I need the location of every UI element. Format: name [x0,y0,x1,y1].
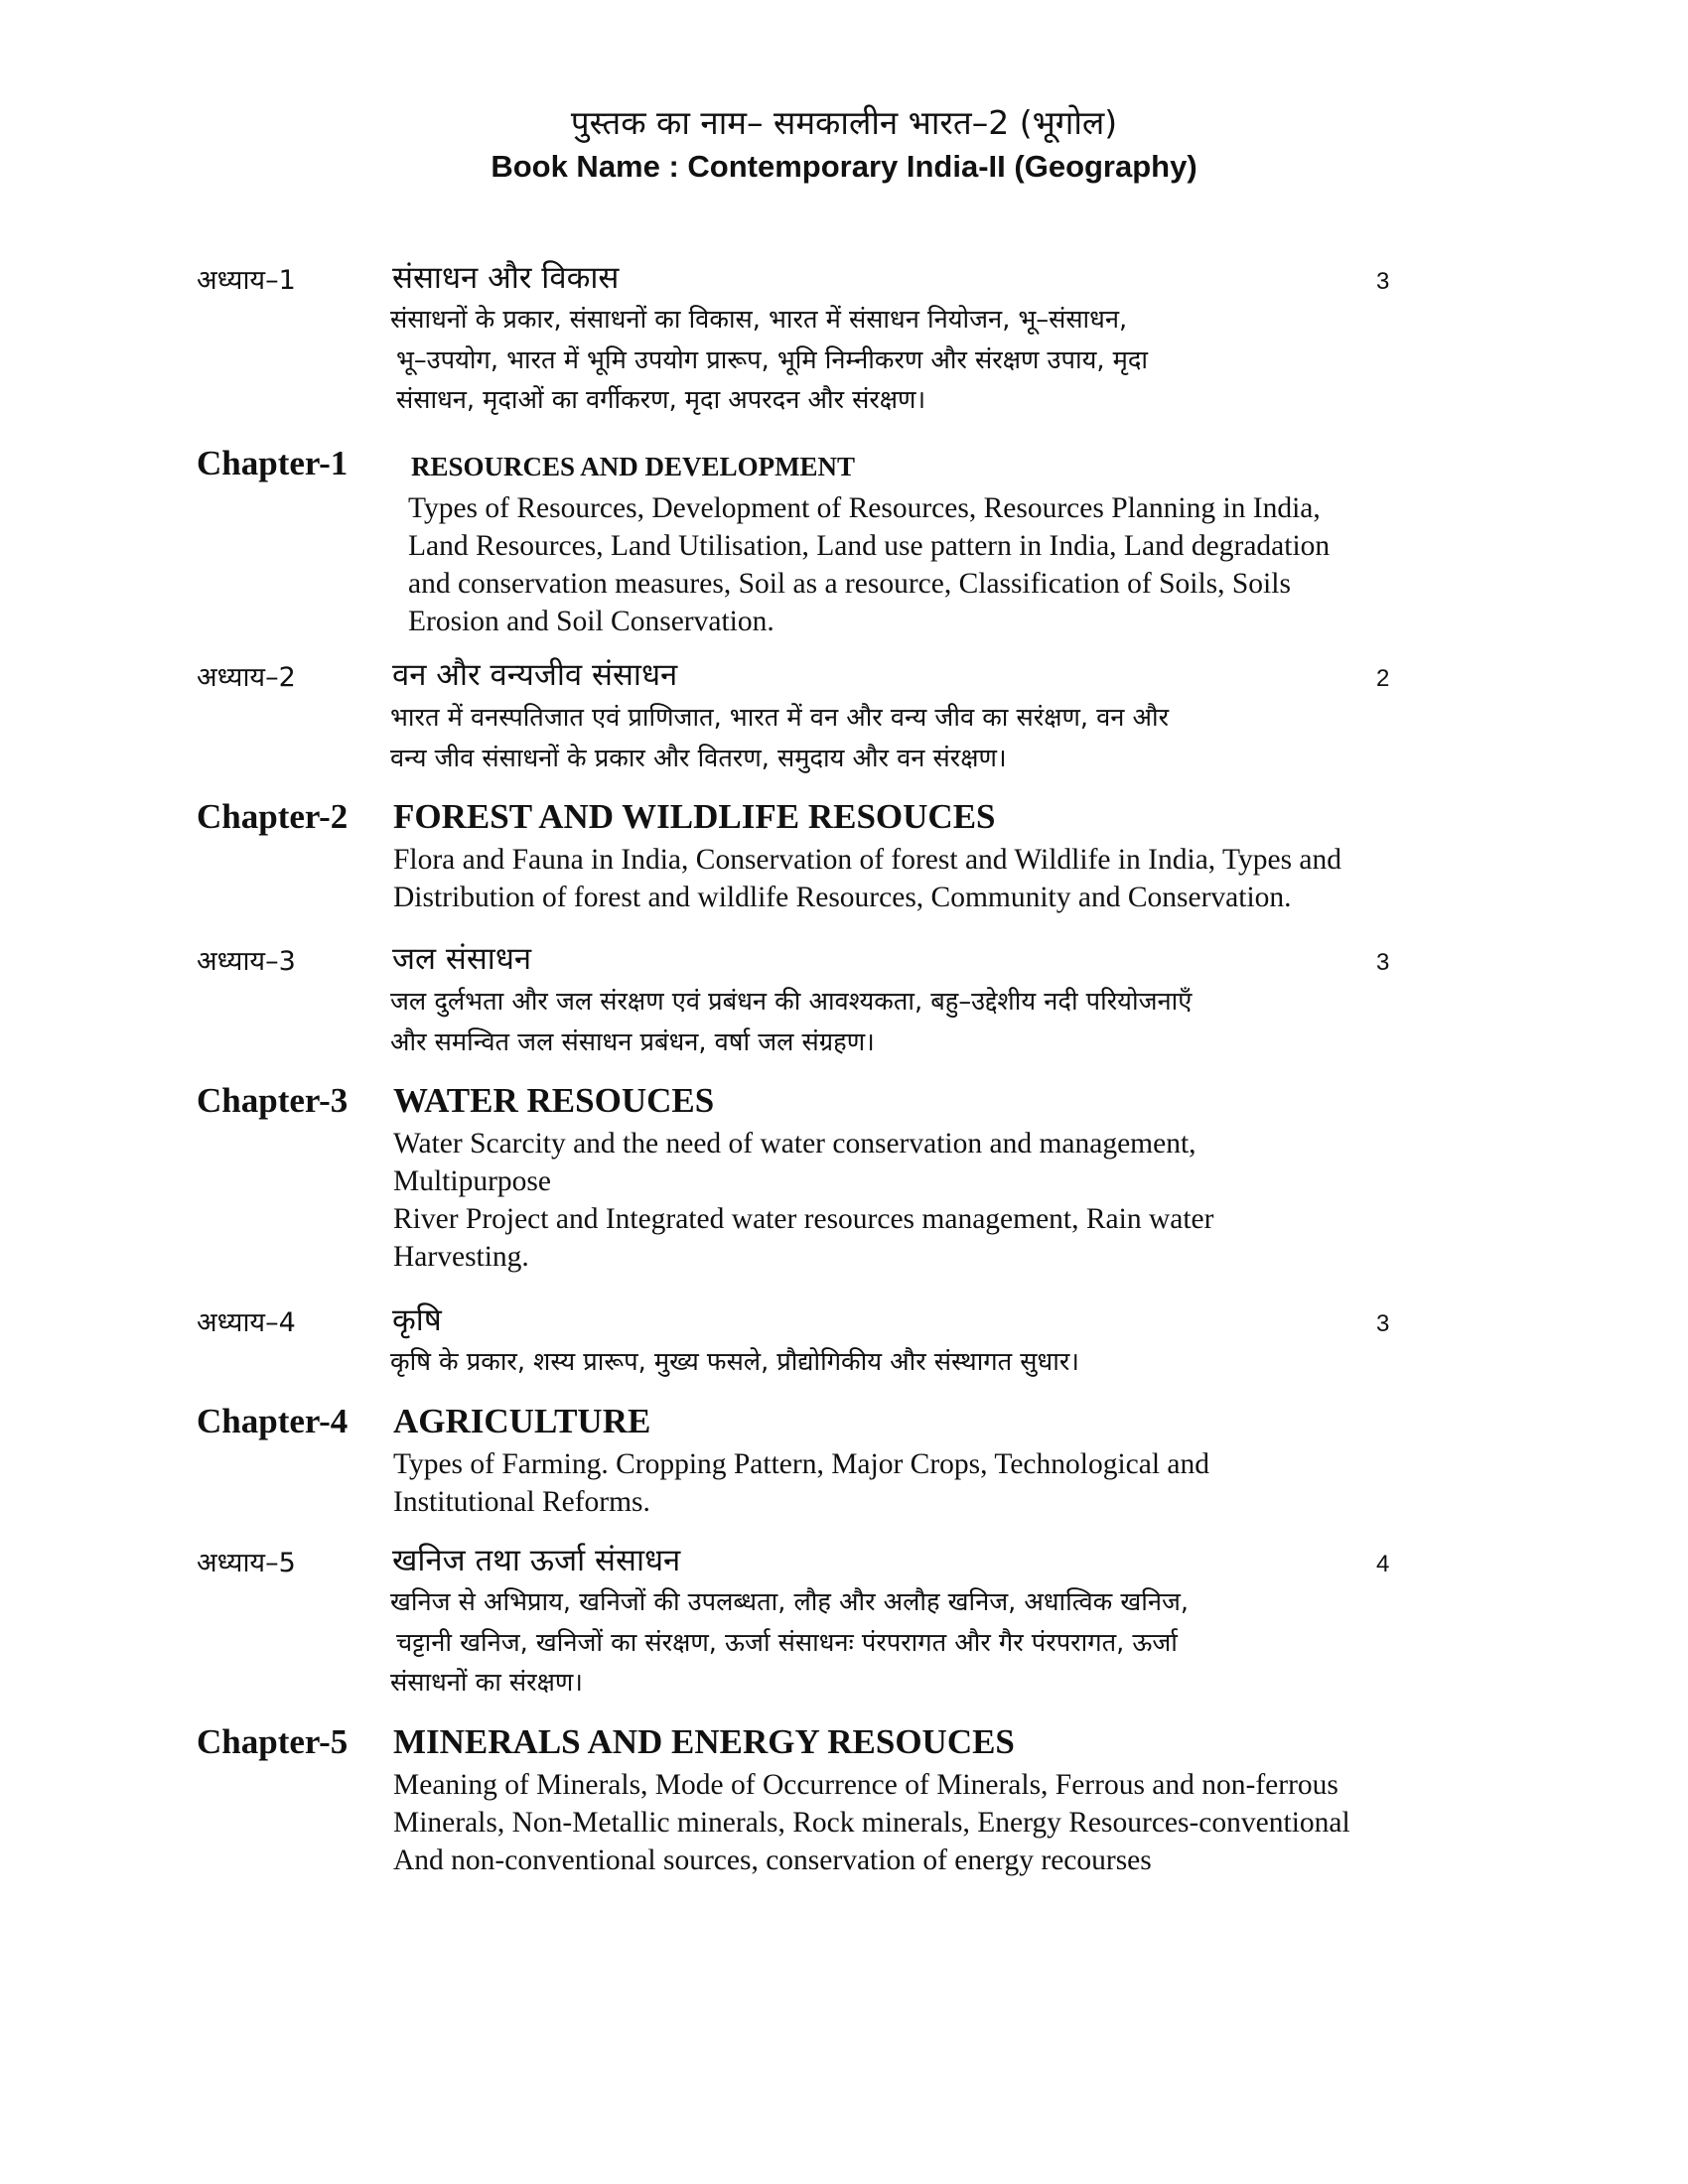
chapter-marks: 4 [1376,1551,1390,1577]
hindi-chapter-title: वन और वन्यजीव संसाधन [392,657,678,693]
hindi-chapter-label: अध्याय–3 [197,946,296,977]
description-line: Distribution of forest and wildlife Resources, Community and Conservation. [393,882,1292,913]
description-line: संसाधनों के प्रकार, संसाधनों का विकास, भारत में संसाधन नियोजन, भू–संसाधन, [390,305,1128,335]
description-line: Water Scarcity and the need of water conservation and management, [393,1128,1196,1160]
hindi-chapter-title: खनिज तथा ऊर्जा संसाधन [392,1543,681,1578]
description-line: संसाधनों का संरक्षण। [390,1668,583,1698]
hindi-chapter-description [390,300,1473,421]
description-line: Land Resources, Land Utilisation, Land use pattern in India, Land degradation [408,530,1331,562]
description-line: वन्य जीव संसाधनों के प्रकार और वितरण, समुदाय और वन संरक्षण। [390,743,1007,773]
description-line: Flora and Fauna in India, Conservation of forest and Wildlife in India, Types and [393,844,1342,876]
hindi-chapter-label: अध्याय–5 [197,1548,296,1578]
description-line: भू–उपयोग, भारत में भूमि उपयोग प्रारूप, भूमि निम्नीकरण और संरक्षण उपाय, मृदा [396,344,1148,375]
description-line: Meaning of Minerals, Mode of Occurrence of Minerals, Ferrous and non-ferrous [393,1769,1338,1801]
description-line: and conservation measures, Soil as a resource, Classification of Soils, Soils [408,568,1291,600]
description-line: Types of Resources, Development of Resources, Resources Planning in India, [408,492,1321,524]
description-line: जल दुर्लभता और जल संरक्षण एवं प्रबंधन की आवश्यकता, बहु–उद्देशीय नदी परियोजनाएँ [390,987,1193,1017]
hindi-chapter-description [390,982,1473,1062]
description-line: Types of Farming. Cropping Pattern, Major Crops, Technological and [393,1448,1210,1480]
english-chapter-label: Chapter-3 [197,1081,349,1120]
hindi-chapter-title: संसाधन और विकास [392,260,620,296]
hindi-chapter-title: जल संसाधन [392,941,532,977]
description-line: कृषि के प्रकार, शस्य प्रारूप, मुख्य फसले, प्रौद्योगिकीय और संस्थागत सुधार। [390,1347,1079,1377]
description-line: खनिज से अभिप्राय, खनिजों की उपलब्धता, लौह और अलौह खनिज, अधात्विक खनिज, [390,1587,1190,1617]
hindi-chapter-description [390,1582,1473,1704]
description-line: भारत में वनस्पतिजात एवं प्राणिजात, भारत में वन और वन्य जीव का सरंक्षण, वन और [390,703,1170,733]
chapter-marks: 3 [1376,1310,1390,1337]
chapter-marks: 3 [1376,949,1390,976]
english-chapter-description [408,489,1500,640]
hindi-chapter-label: अध्याय–4 [197,1307,296,1338]
hindi-chapter-description [390,698,1473,778]
description-line: और समन्वित जल संसाधन प्रबंधन, वर्षा जल संग्रहण। [390,1026,875,1057]
english-chapter-title: WATER RESOUCES [393,1081,715,1120]
english-chapter-description [393,1445,1485,1521]
description-line: Multipurpose [393,1165,551,1197]
english-chapter-label: Chapter-4 [197,1402,349,1440]
hindi-chapter-title: कृषि [392,1302,442,1338]
book-title-english: Book Name : Contemporary India-II (Geography) [491,149,1197,184]
english-chapter-title: MINERALS AND ENERGY RESOUCES [393,1722,1015,1761]
english-chapter-title: FOREST AND WILDLIFE RESOUCES [393,797,996,836]
english-chapter-title: AGRICULTURE [393,1402,651,1440]
description-line: Harvesting. [393,1241,529,1273]
hindi-chapter-label: अध्याय–2 [197,662,296,693]
english-chapter-label: Chapter-1 [197,444,349,482]
description-line: संसाधन, मृदाओं का वर्गीकरण, मृदा अपरदन और संरक्षण। [396,385,926,415]
english-chapter-description [393,841,1485,916]
description-line: Institutional Reforms. [393,1486,650,1518]
description-line: Minerals, Non-Metallic minerals, Rock minerals, Energy Resources-conventional [393,1807,1350,1839]
english-chapter-description [393,1125,1485,1276]
chapter-marks: 3 [1376,268,1390,295]
english-chapter-label: Chapter-5 [197,1722,349,1761]
english-chapter-title: RESOURCES AND DEVELOPMENT [411,452,856,481]
description-line: Erosion and Soil Conservation. [408,606,774,637]
hindi-chapter-description [390,1342,1473,1383]
chapter-marks: 2 [1376,665,1390,692]
hindi-chapter-label: अध्याय–1 [197,265,296,296]
english-chapter-label: Chapter-2 [197,797,349,836]
book-title-hindi: पुस्तक का नाम– समकालीन भारत–2 (भूगोल) [570,103,1118,142]
description-line: River Project and Integrated water resources management, Rain water [393,1203,1214,1235]
description-line: And non-conventional sources, conservation of energy recourses [393,1844,1152,1876]
description-line: चट्टानी खनिज, खनिजों का संरक्षण, ऊर्जा संसाधनः पंरपरागत और गैर पंरपरागत, ऊर्जा [396,1627,1178,1658]
english-chapter-description [393,1766,1485,1879]
